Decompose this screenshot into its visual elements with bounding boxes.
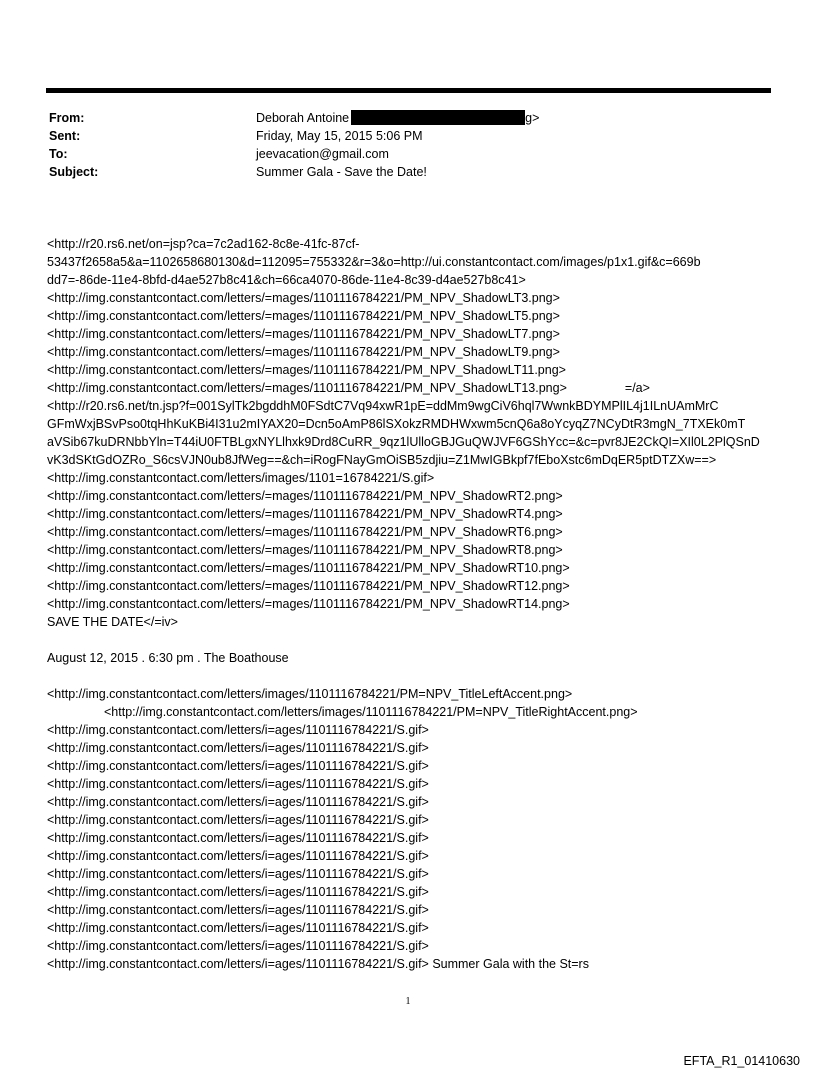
redaction-block xyxy=(351,110,525,125)
body-line: <http://r20.rs6.net/tn.jsp?f=001SylTk2bgddhM0FSdtC7Vq94xwR1pE=ddMm9wgCiV6hql7WwnkBDYMPlIL4j1ILnUAmMrC xyxy=(47,399,719,413)
body-line: <http://img.constantcontact.com/letters/i=ages/1101116784221/S.gif> Summer Gala with the St=rs xyxy=(47,957,589,971)
body-line xyxy=(47,379,777,397)
body-line: <http://img.constantcontact.com/letters/images/1101=16784221/S.gif> xyxy=(47,471,435,485)
from-value xyxy=(256,109,539,127)
from-label: From: xyxy=(49,111,85,125)
body-line: <http://img.constantcontact.com/letters/=mages/1101116784221/PM_NPV_ShadowLT5.png> xyxy=(47,309,560,323)
body-line: <http://img.constantcontact.com/letters/i=ages/1101116784221/S.gif> xyxy=(47,867,429,881)
subject-row xyxy=(49,163,539,181)
body-line: <http://img.constantcontact.com/letters/i=ages/1101116784221/S.gif> xyxy=(47,759,429,773)
body-line: <http://img.constantcontact.com/letters/i=ages/1101116784221/S.gif> xyxy=(47,831,429,845)
body-line: <http://img.constantcontact.com/letters/=mages/1101116784221/PM_NPV_ShadowRT8.png> xyxy=(47,543,563,557)
body-line-text: <http://img.constantcontact.com/letters/=mages/1101116784221/PM_NPV_ShadowLT13.png> xyxy=(47,381,567,395)
sent-value: Friday, May 15, 2015 5:06 PM xyxy=(256,129,423,143)
body-line: <http://img.constantcontact.com/letters/i=ages/1101116784221/S.gif> xyxy=(47,885,429,899)
body-line: <http://img.constantcontact.com/letters/i=ages/1101116784221/S.gif> xyxy=(47,741,429,755)
body-line: <http://img.constantcontact.com/letters/=mages/1101116784221/PM_NPV_ShadowRT2.png> xyxy=(47,489,563,503)
spacer xyxy=(47,631,777,649)
body-line: <http://img.constantcontact.com/letters/i=ages/1101116784221/S.gif> xyxy=(47,903,429,917)
event-line: August 12, 2015 . 6:30 pm . The Boathouse xyxy=(47,651,289,665)
body-line-tail: =/a> xyxy=(624,381,650,395)
body-line: dd7=-86de-11e4-8bfd-d4ae527b8c41&ch=66ca4070-86de-11e4-8c39-d4ae527b8c41> xyxy=(47,273,526,287)
body-line: <http://img.constantcontact.com/letters/i=ages/1101116784221/S.gif> xyxy=(47,777,429,791)
subject-label: Subject: xyxy=(49,165,99,179)
header-rule xyxy=(46,88,771,93)
from-suffix: g> xyxy=(525,111,540,125)
body-line: <http://img.constantcontact.com/letters/=mages/1101116784221/PM_NPV_ShadowRT10.png> xyxy=(47,561,570,575)
body-line: <http://img.constantcontact.com/letters/=mages/1101116784221/PM_NPV_ShadowRT4.png> xyxy=(47,507,563,521)
spacer xyxy=(47,667,777,685)
to-row xyxy=(49,145,539,163)
body-line: <http://img.constantcontact.com/letters/=mages/1101116784221/PM_NPV_ShadowLT9.png> xyxy=(47,345,560,359)
body-line: <http://img.constantcontact.com/letters/images/1101116784221/PM=NPV_TitleRightAccent.png> xyxy=(104,705,638,719)
email-header xyxy=(49,109,539,181)
body-line: <http://img.constantcontact.com/letters/i=ages/1101116784221/S.gif> xyxy=(47,795,429,809)
body-line: GFmWxjBSvPso0tqHhKuKBi4I31u2mIYAX20=Dcn5oAmP86lSXokzRMDHWxwm5cnQ6a8oYcyqZ7NCyDtR3mgN_7TXEk0mT xyxy=(47,417,746,431)
save-the-date-line: SAVE THE DATE</=iv> xyxy=(47,615,178,629)
body-line: vK3dSKtGdOZRo_S6csVJN0ub8JfWeg==&ch=iRogFNayGmOiSB5zdjiu=Z1MwIGBkpf7fEboXstc6mDqER5ptDTZXw==> xyxy=(47,453,717,467)
page-number: 1 xyxy=(405,996,411,1007)
from-name: Deborah Antoine xyxy=(256,111,350,125)
body-line: <http://img.constantcontact.com/letters/i=ages/1101116784221/S.gif> xyxy=(47,813,429,827)
body-line: aVSib67kuDRNbbYln=T44iU0FTBLgxNYLlhxk9Drd8CuRR_9qz1lUlloGBJGuQWJVF6GShYcc=&c=pvr8JE2CkQI=XIl0L2PlQSnD xyxy=(47,435,760,449)
body-line: <http://img.constantcontact.com/letters/=mages/1101116784221/PM_NPV_ShadowRT14.png> xyxy=(47,597,570,611)
to-value: jeevacation@gmail.com xyxy=(256,147,389,161)
body-line: <http://img.constantcontact.com/letters/i=ages/1101116784221/S.gif> xyxy=(47,939,429,953)
body-line: <http://img.constantcontact.com/letters/images/1101116784221/PM=NPV_TitleLeftAccent.png> xyxy=(47,687,573,701)
body-line: <http://r20.rs6.net/on=jsp?ca=7c2ad162-8c8e-41fc-87cf- xyxy=(47,237,360,251)
subject-value: Summer Gala - Save the Date! xyxy=(256,165,427,179)
from-row xyxy=(49,109,539,127)
sent-row xyxy=(49,127,539,145)
body-line: <http://img.constantcontact.com/letters/=mages/1101116784221/PM_NPV_ShadowLT3.png> xyxy=(47,291,560,305)
to-label: To: xyxy=(49,147,68,161)
body-line: 53437f2658a5&a=1102658680130&d=112095=755332&r=3&o=http://ui.constantcontact.com/images/p1x1.gif&c=669b xyxy=(47,255,701,269)
body-line: <http://img.constantcontact.com/letters/i=ages/1101116784221/S.gif> xyxy=(47,723,429,737)
body-line: <http://img.constantcontact.com/letters/=mages/1101116784221/PM_NPV_ShadowLT7.png> xyxy=(47,327,560,341)
body-line: <http://img.constantcontact.com/letters/i=ages/1101116784221/S.gif> xyxy=(47,921,429,935)
bates-id: EFTA_R1_01410630 xyxy=(683,1054,800,1068)
email-body xyxy=(47,235,777,973)
body-line: <http://img.constantcontact.com/letters/=mages/1101116784221/PM_NPV_ShadowRT12.png> xyxy=(47,579,570,593)
body-line: <http://img.constantcontact.com/letters/=mages/1101116784221/PM_NPV_ShadowRT6.png> xyxy=(47,525,563,539)
body-line: <http://img.constantcontact.com/letters/i=ages/1101116784221/S.gif> xyxy=(47,849,429,863)
sent-label: Sent: xyxy=(49,129,81,143)
body-line: <http://img.constantcontact.com/letters/=mages/1101116784221/PM_NPV_ShadowLT11.png> xyxy=(47,363,566,377)
